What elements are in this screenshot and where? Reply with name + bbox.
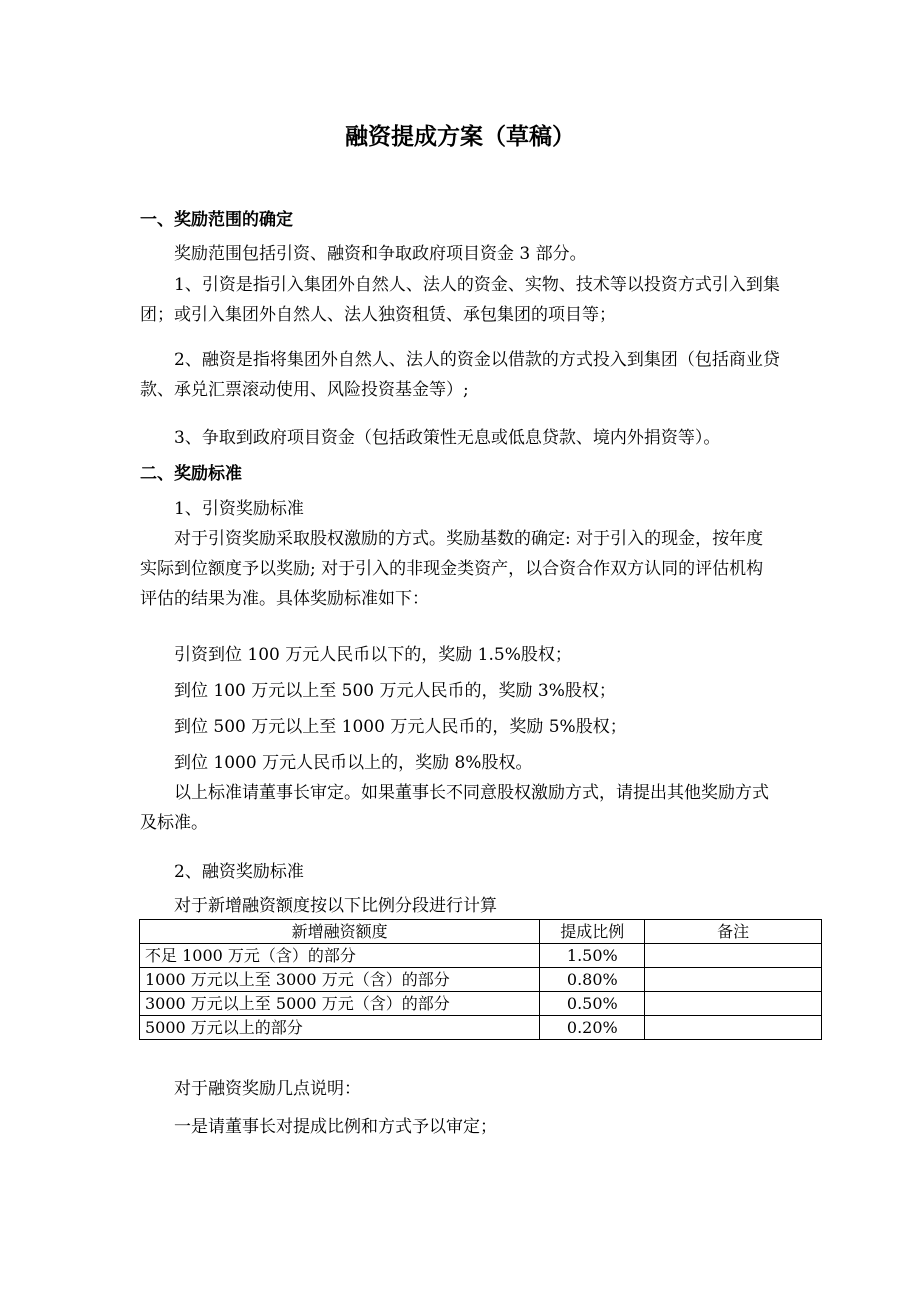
table-row (140, 944, 822, 968)
document-title: 融资提成方案（草稿） (345, 124, 575, 150)
row-note (645, 968, 822, 992)
header-rate: 提成比例 (540, 920, 645, 944)
tier2-text: 到位 100 万元以上至 500 万元人民币的，奖励 3%股权； (174, 681, 616, 701)
row-rate: 0.20% (540, 1016, 645, 1040)
section2-para1: 对于引资奖励采取股权激励的方式。奖励基数的确定: 对于引入的现金，按年度实际到位额度予以奖励; 对于引入的非现金类资产，以合资合作双方认同的评估机构评估的结果为准。具体奖励标准如下： (140, 529, 764, 609)
row-range: 1000 万元以上至 3000 万元（含）的部分 (140, 968, 540, 992)
section1-item3: 3、争取到政府项目资金（包括政策性无息或低息贷款、境内外捐资等）。 (174, 428, 721, 448)
note1-text: 一是请董事长对提成比例和方式予以审定； (174, 1117, 497, 1137)
header-note: 备注 (645, 920, 822, 944)
section1-item2: 2、融资是指将集团外自然人、法人的资金以借款的方式投入到集团（包括商业贷款、承兑汇票滚动使用、风险投资基金等）; (140, 350, 780, 400)
section1-item1: 1、引资是指引入集团外自然人、法人的资金、实物、技术等以投资方式引入到集团；或引入集团外自然人、法人独资租赁、承包集团的项目等； (140, 275, 780, 325)
header-range: 新增融资额度 (140, 920, 540, 944)
row-note (645, 1016, 822, 1040)
table-row (140, 968, 822, 992)
row-rate: 0.50% (540, 992, 645, 1016)
row-range: 5000 万元以上的部分 (140, 1016, 540, 1040)
table-row (140, 1016, 822, 1040)
row-rate: 0.80% (540, 968, 645, 992)
table-row (140, 992, 822, 1016)
notes-intro: 对于融资奖励几点说明： (174, 1079, 361, 1099)
approval-text: 以上标准请董事长审定。如果董事长不同意股权激励方式，请提出其他奖励方式及标准。 (140, 783, 769, 833)
tier4-text: 到位 1000 万元人民币以上的，奖励 8%股权。 (174, 753, 533, 773)
row-note (645, 992, 822, 1016)
row-rate: 1.50% (540, 944, 645, 968)
financing-rate-table (139, 919, 822, 1040)
section1-intro: 奖励范围包括引资、融资和争取政府项目资金 3 部分。 (174, 244, 587, 264)
row-range: 不足 1000 万元（含）的部分 (140, 944, 540, 968)
row-range: 3000 万元以上至 5000 万元（含）的部分 (140, 992, 540, 1016)
table-header-row (140, 920, 822, 944)
section1-heading: 一、奖励范围的确定 (140, 210, 293, 230)
table-intro: 对于新增融资额度按以下比例分段进行计算 (174, 896, 497, 916)
row-note (645, 944, 822, 968)
tier1-text: 引资到位 100 万元人民币以下的，奖励 1.5%股权； (174, 645, 572, 665)
section2-sub2: 2、融资奖励标准 (174, 862, 304, 882)
tier3-text: 到位 500 万元以上至 1000 万元人民币的，奖励 5%股权； (174, 717, 627, 737)
section2-sub1: 1、引资奖励标准 (174, 499, 304, 519)
section2-heading: 二、奖励标准 (140, 464, 242, 484)
